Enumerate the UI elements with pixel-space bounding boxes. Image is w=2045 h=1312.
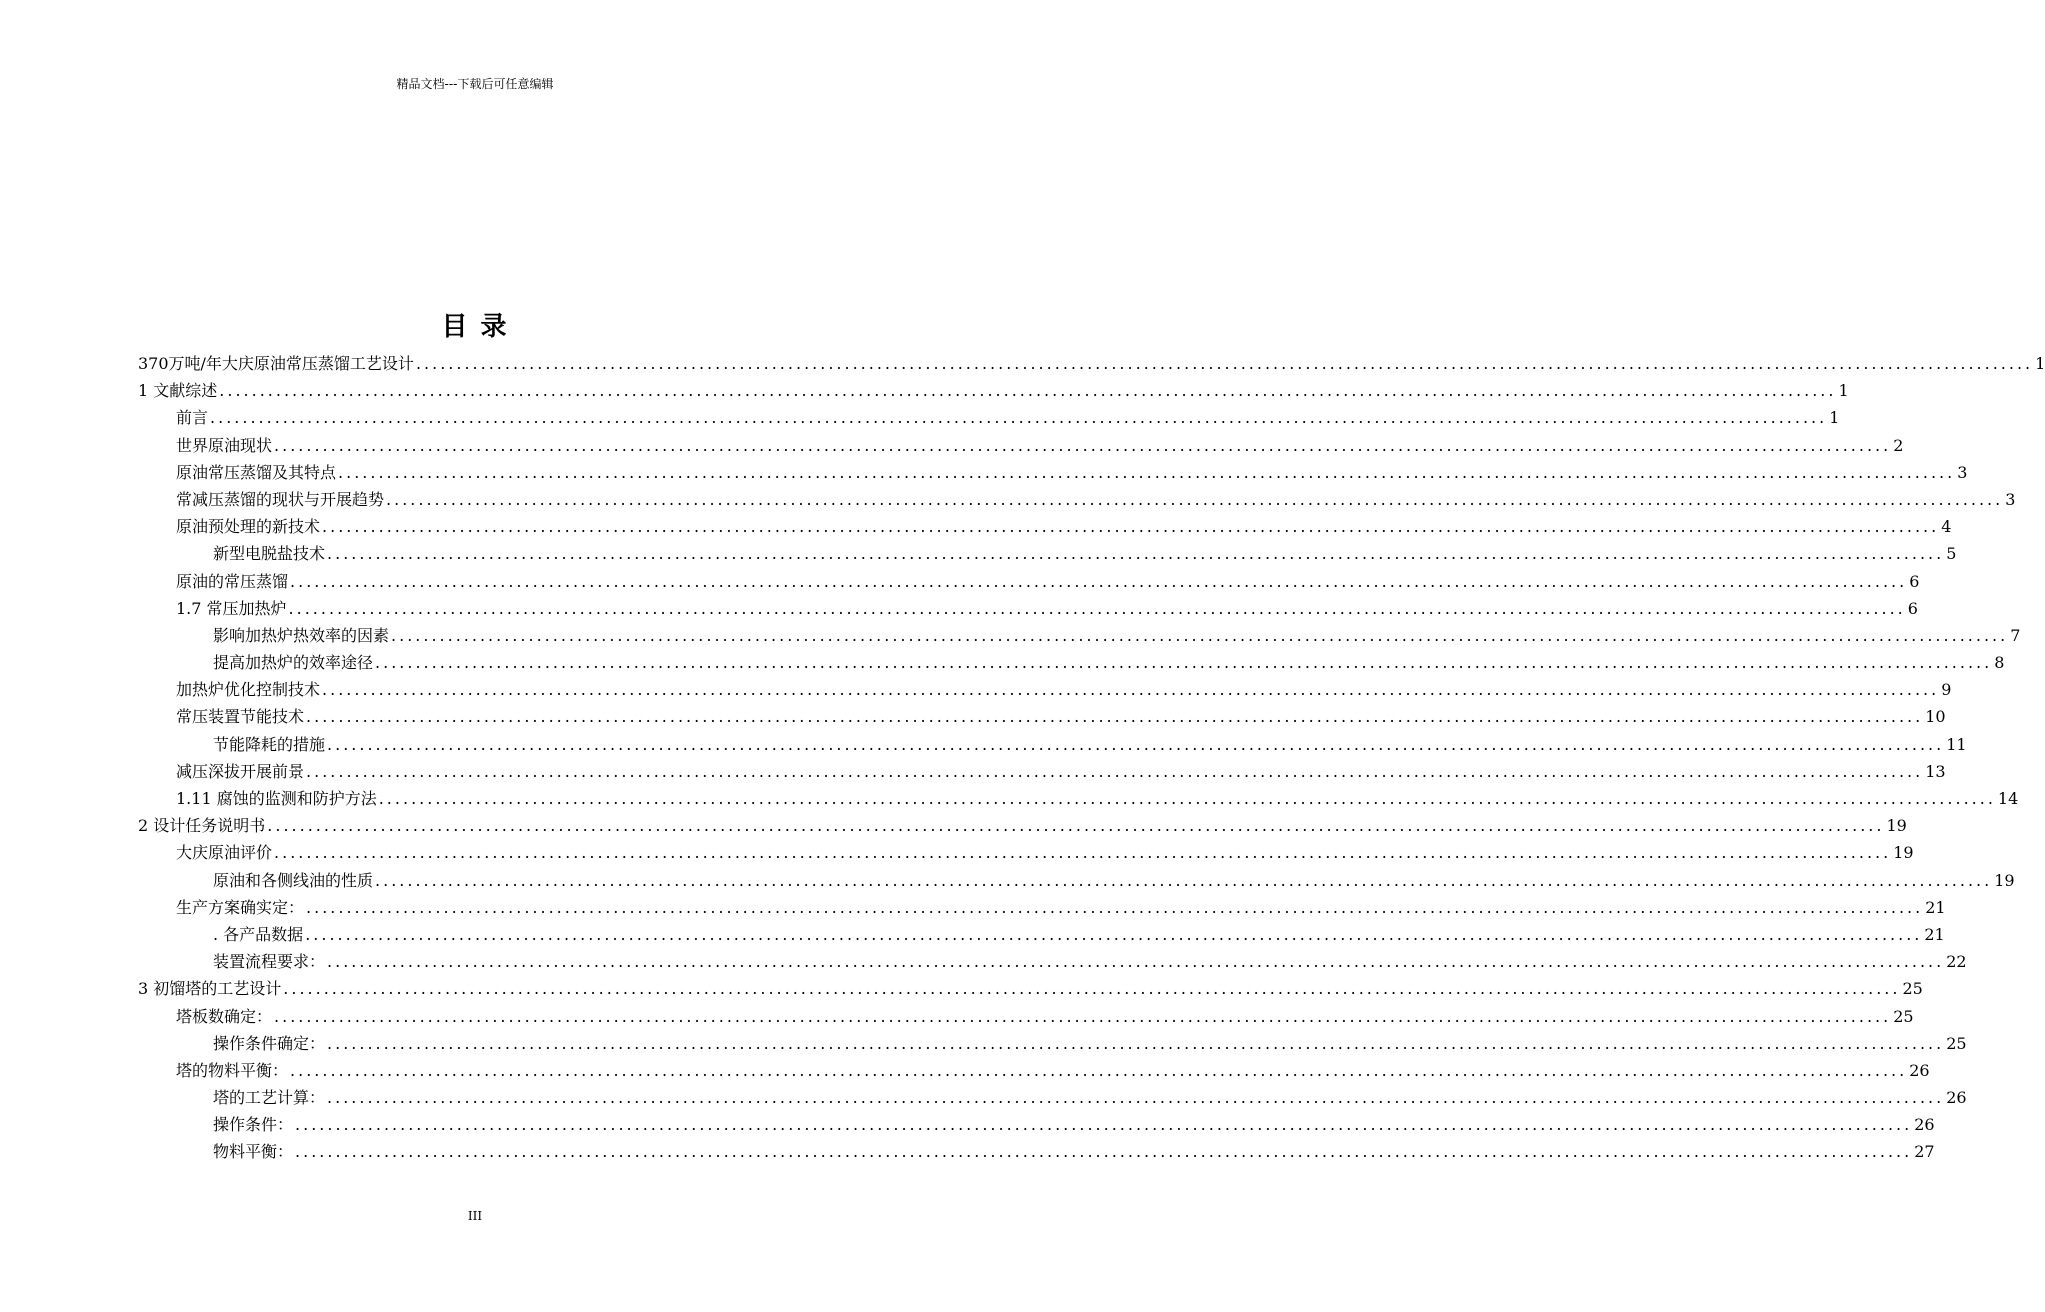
- toc-entry-text: 前言: [176, 408, 209, 428]
- toc-entry-page: 11: [1946, 734, 1967, 754]
- toc-dot-leader: ........................................................................................................................................................................................................: [295, 1115, 1913, 1135]
- toc-entry[interactable]: [138, 948, 1967, 975]
- toc-entry-text: 塔板数确定：: [176, 1006, 273, 1026]
- toc-entry-page: 19: [1886, 816, 1907, 836]
- toc-entry-page: 27: [1914, 1142, 1935, 1162]
- toc-entry-page: 25: [1893, 1006, 1914, 1026]
- toc-entry-page: 21: [1925, 897, 1946, 917]
- toc-dot-leader: ........................................................................................................................................................................................................: [274, 435, 1892, 455]
- toc-entry-page: 26: [1946, 1088, 1967, 1108]
- toc-entry[interactable]: [138, 839, 1914, 866]
- toc-entry-page: 22: [1946, 952, 1967, 972]
- toc-entry[interactable]: [138, 540, 1957, 567]
- toc-entry-page: 2: [1893, 435, 1904, 455]
- toc-entry-page: 3: [2005, 489, 2016, 509]
- table-of-contents: [138, 350, 2045, 1166]
- toc-dot-leader: ........................................................................................................................................................................................................: [283, 979, 1901, 999]
- toc-dot-leader: ........................................................................................................................................................................................................: [391, 625, 2009, 645]
- toc-entry[interactable]: [138, 649, 2005, 676]
- toc-entry-text: 物料平衡：: [213, 1142, 294, 1162]
- toc-dot-leader: ........................................................................................................................................................................................................: [415, 354, 2034, 373]
- toc-entry-page: 13: [1925, 761, 1946, 781]
- toc-entry-page: 19: [1893, 843, 1914, 863]
- toc-entry-text: 1.7 常压加热炉: [176, 598, 287, 618]
- toc-entry-text: 装置流程要求：: [213, 952, 326, 972]
- toc-entry-text: 节能降耗的措施: [213, 734, 326, 754]
- toc-dot-leader: ........................................................................................................................................................................................................: [327, 1088, 1945, 1108]
- toc-entry-text: 3 初馏塔的工艺设计: [138, 979, 282, 999]
- toc-entry[interactable]: [138, 404, 1840, 431]
- toc-dot-leader: ........................................................................................................................................................................................................: [306, 897, 1924, 917]
- toc-entry[interactable]: [138, 1003, 1914, 1030]
- toc-dot-leader: ........................................................................................................................................................................................................: [267, 816, 1885, 836]
- toc-entry-text: 原油和各侧线油的性质: [213, 870, 374, 890]
- toc-dot-leader: ........................................................................................................................................................................................................: [327, 544, 1945, 564]
- toc-dot-leader: ........................................................................................................................................................................................................: [295, 1142, 1913, 1162]
- page-header: 精品文档---下载后可任意编辑: [396, 77, 554, 91]
- toc-dot-leader: ........................................................................................................................................................................................................: [327, 952, 1945, 972]
- toc-entry-text: 加热炉优化控制技术: [176, 680, 321, 700]
- toc-entry-text: 生产方案确实定：: [176, 897, 305, 917]
- toc-entry-page: 19: [1994, 870, 2015, 890]
- toc-entry[interactable]: [138, 350, 2045, 377]
- toc-entry-text: . 各产品数据: [213, 924, 304, 944]
- toc-dot-leader: ........................................................................................................................................................................................................: [274, 843, 1892, 863]
- toc-dot-leader: ........................................................................................................................................................................................................: [386, 489, 2004, 509]
- toc-entry-text: 操作条件：: [213, 1115, 294, 1135]
- toc-dot-leader: ........................................................................................................................................................................................................: [327, 1033, 1945, 1053]
- toc-entry-text: 新型电脱盐技术: [213, 544, 326, 564]
- toc-dot-leader: ........................................................................................................................................................................................................: [338, 462, 1956, 482]
- toc-entry-page: 21: [1924, 924, 1945, 944]
- toc-entry-page: 9: [1941, 680, 1952, 700]
- toc-entry[interactable]: [138, 595, 1918, 622]
- toc-entry-page: 25: [1946, 1033, 1967, 1053]
- toc-entry[interactable]: [138, 377, 1849, 404]
- toc-entry-text: 原油的常压蒸馏: [176, 571, 289, 591]
- toc-entry-text: 操作条件确定：: [213, 1033, 326, 1053]
- toc-entry-page: 26: [1909, 1060, 1930, 1080]
- toc-entry-text: 1 文献综述: [138, 381, 218, 401]
- toc-entry[interactable]: [138, 731, 1967, 758]
- toc-entry[interactable]: [138, 867, 2015, 894]
- toc-entry[interactable]: [138, 921, 1945, 948]
- toc-dot-leader: ........................................................................................................................................................................................................: [305, 924, 1923, 944]
- toc-entry[interactable]: [138, 785, 2019, 812]
- toc-entry[interactable]: [138, 1057, 1930, 1084]
- toc-entry[interactable]: [138, 622, 2021, 649]
- toc-entry-text: 1.11 腐蚀的监测和防护方法: [176, 789, 377, 808]
- toc-dot-leader: ........................................................................................................................................................................................................: [322, 517, 1940, 537]
- toc-entry-page: 1: [2035, 354, 2045, 373]
- toc-entry-text: 大庆原油评价: [176, 843, 273, 863]
- toc-entry[interactable]: [138, 1030, 1967, 1057]
- toc-dot-leader: ........................................................................................................................................................................................................: [327, 734, 1945, 754]
- toc-entry-page: 4: [1941, 517, 1952, 537]
- toc-entry-text: 370万吨/年大庆原油常压蒸馏工艺设计: [138, 354, 414, 373]
- toc-entry-page: 1: [1829, 408, 1840, 428]
- toc-dot-leader: ........................................................................................................................................................................................................: [274, 1006, 1892, 1026]
- toc-dot-leader: ........................................................................................................................................................................................................: [288, 598, 1906, 618]
- toc-entry[interactable]: [138, 513, 1952, 540]
- toc-entry-text: 常减压蒸馏的现状与开展趋势: [176, 489, 385, 509]
- toc-dot-leader: ........................................................................................................................................................................................................: [306, 707, 1924, 727]
- toc-entry[interactable]: [138, 486, 2016, 513]
- toc-entry[interactable]: [138, 812, 1907, 839]
- toc-entry-text: 提高加热炉的效率途径: [213, 653, 374, 673]
- toc-entry-page: 25: [1902, 979, 1923, 999]
- toc-entry[interactable]: [138, 432, 1904, 459]
- toc-entry[interactable]: [138, 1138, 1935, 1165]
- toc-entry[interactable]: [138, 975, 1923, 1002]
- toc-entry[interactable]: [138, 703, 1946, 730]
- toc-entry-text: 塔的工艺计算：: [213, 1088, 326, 1108]
- toc-entry[interactable]: [138, 676, 1952, 703]
- toc-entry-page: 8: [1994, 653, 2005, 673]
- toc-entry-page: 26: [1914, 1115, 1935, 1135]
- toc-dot-leader: ........................................................................................................................................................................................................: [378, 789, 1996, 808]
- toc-entry-page: 1: [1838, 381, 1849, 401]
- page-number: III: [467, 1209, 483, 1223]
- toc-dot-leader: ........................................................................................................................................................................................................: [210, 408, 1828, 428]
- toc-dot-leader: ........................................................................................................................................................................................................: [375, 870, 1993, 890]
- toc-entry-text: 原油常压蒸馏及其特点: [176, 462, 337, 482]
- toc-dot-leader: ........................................................................................................................................................................................................: [306, 761, 1924, 781]
- toc-entry-text: 世界原油现状: [176, 435, 273, 455]
- toc-dot-leader: ........................................................................................................................................................................................................: [219, 381, 1837, 401]
- toc-entry[interactable]: [138, 568, 1920, 595]
- toc-entry[interactable]: [138, 894, 1946, 921]
- toc-entry[interactable]: [138, 1111, 1935, 1138]
- toc-entry-text: 减压深拔开展前景: [176, 761, 305, 781]
- toc-entry-page: 14: [1997, 789, 2019, 808]
- toc-dot-leader: ........................................................................................................................................................................................................: [322, 680, 1940, 700]
- toc-entry-text: 2 设计任务说明书: [138, 816, 266, 836]
- toc-entry-text: 影响加热炉热效率的因素: [213, 625, 390, 645]
- toc-entry-text: 原油预处理的新技术: [176, 517, 321, 537]
- toc-dot-leader: ........................................................................................................................................................................................................: [290, 571, 1908, 591]
- toc-entry-page: 5: [1946, 544, 1957, 564]
- toc-dot-leader: ........................................................................................................................................................................................................: [290, 1060, 1908, 1080]
- toc-entry-page: 7: [2010, 625, 2021, 645]
- toc-entry-page: 10: [1925, 707, 1946, 727]
- toc-entry[interactable]: [138, 459, 1968, 486]
- toc-entry[interactable]: [138, 1084, 1967, 1111]
- toc-dot-leader: ........................................................................................................................................................................................................: [375, 653, 1993, 673]
- toc-title: 目 录: [441, 312, 509, 342]
- toc-entry-page: 6: [1907, 598, 1918, 618]
- toc-entry-text: 常压装置节能技术: [176, 707, 305, 727]
- toc-entry-page: 3: [1957, 462, 1968, 482]
- toc-entry-text: 塔的物料平衡：: [176, 1060, 289, 1080]
- toc-entry[interactable]: [138, 758, 1946, 785]
- toc-entry-page: 6: [1909, 571, 1920, 591]
